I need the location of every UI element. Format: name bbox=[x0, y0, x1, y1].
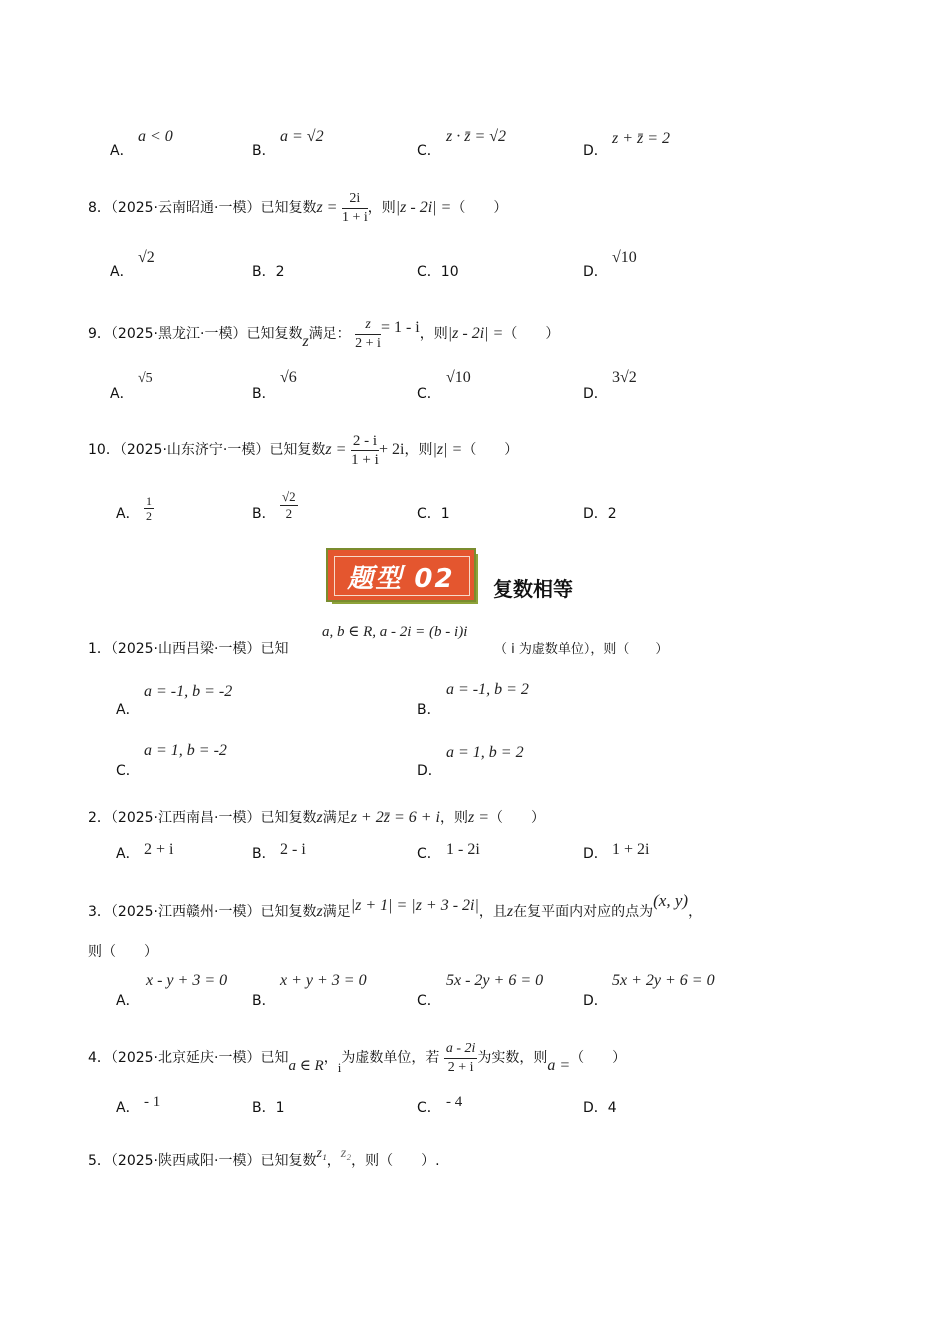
q7-option-b-math: a = √2 bbox=[280, 128, 324, 145]
s2-option-b: B． bbox=[252, 846, 276, 862]
s1-note: （ i 为虚数单位），则（ ） bbox=[494, 642, 669, 657]
s1-number-source: 1．（2025·山西吕梁·一模）已知 bbox=[88, 641, 289, 657]
q9-stem: 9．（2025·黑龙江·一模）已知复数z满足： $\frac{z}{2 + i}$ = 1 - i，则|z - 2i| =（ ） bbox=[88, 316, 560, 351]
q9-option-c-value: √10 bbox=[446, 369, 471, 386]
q7-option-d-math: z + z̄ = 2 bbox=[612, 130, 671, 147]
s4-stem: 4．（2025·北京延庆·一模）已知a ∈ R，i为虚数单位，若 $\frac{a - 2i}{2 + i}$ 为实数，则a =（ ） bbox=[88, 1040, 627, 1075]
q8-option-b: B．2 bbox=[252, 264, 285, 280]
s1-option-b-value: a = -1, b = 2 bbox=[446, 681, 529, 698]
s5-stem: 5．（2025·陕西咸阳·一模）已知复数z₁，z₂，则（ ）. bbox=[88, 1146, 440, 1169]
q7-option-d: D． bbox=[583, 143, 608, 159]
q8-option-a-value: √2 bbox=[138, 249, 155, 266]
s4-fraction: $\frac{a - 2i}{2 + i}$ bbox=[445, 1040, 476, 1075]
s1-option-d: D． bbox=[417, 763, 442, 779]
q9-option-c: C． bbox=[417, 386, 441, 402]
s1-option-c-value: a = 1, b = -2 bbox=[144, 742, 227, 759]
q10-fraction: $\frac{2 - i}{1 + i}$ bbox=[351, 432, 379, 468]
s2-option-c-value: 1 - 2i bbox=[446, 841, 480, 858]
q10-option-b: B． bbox=[252, 506, 276, 522]
q8-stem: 8．（2025·云南昭通·一模）已知复数z = $\frac{2i}{1 + i}$ ，则|z - 2i| =（ ） bbox=[88, 190, 508, 225]
s1-option-b: B． bbox=[417, 702, 441, 718]
s2-option-a-value: 2 + i bbox=[144, 841, 174, 858]
q8-fraction: $\frac{2i}{1 + i}$ bbox=[341, 190, 368, 225]
q10-option-a-fraction: $\frac{1}{2}$ bbox=[146, 494, 152, 523]
s3-option-b-value: x + y + 3 = 0 bbox=[280, 972, 367, 989]
s4-option-a-value: - 1 bbox=[144, 1094, 161, 1110]
s3-option-d-value: 5x + 2y + 6 = 0 bbox=[612, 972, 715, 989]
s3-option-c-value: 5x - 2y + 6 = 0 bbox=[446, 972, 544, 989]
q10-option-a: A． bbox=[116, 506, 140, 522]
s4-option-a: A． bbox=[116, 1100, 140, 1116]
s4-option-c: C． bbox=[417, 1100, 441, 1116]
s3-option-a: A． bbox=[116, 993, 140, 1009]
s1-option-a-value: a = -1, b = -2 bbox=[144, 683, 233, 700]
s3-stem: 3．（2025·江西赣州·一模）已知复数z满足|z + 1| = |z + 3 - 2i|，且z在复平面内对应的点为(x, y)， bbox=[88, 891, 703, 920]
q10-stem: 10．（2025·山东济宁·一模）已知复数z = $\frac{2 - i}{1 + i}$ + 2i，则|z| =（ ） bbox=[88, 432, 519, 468]
q10-option-b-fraction: $\frac{√2}{2}$ bbox=[282, 489, 296, 521]
s1-option-c: C． bbox=[116, 763, 140, 779]
s1-option-a: A． bbox=[116, 702, 140, 718]
s3-option-b: B． bbox=[252, 993, 276, 1009]
section-badge-text: 题型 02 bbox=[347, 564, 455, 594]
s4-option-c-value: - 4 bbox=[446, 1094, 463, 1110]
q7-option-c-math: z · z̄ = √2 bbox=[446, 128, 507, 145]
q7-option-a: A． bbox=[110, 143, 134, 159]
q9-option-b-value: √6 bbox=[280, 369, 297, 386]
section-badge bbox=[326, 548, 478, 604]
q9-option-b: B． bbox=[252, 386, 276, 402]
q8-option-d-value: √10 bbox=[612, 249, 637, 266]
q8-option-a: A． bbox=[110, 264, 134, 280]
s3-option-c: C． bbox=[417, 993, 441, 1009]
q9-fraction: $\frac{z}{2 + i}$ bbox=[355, 316, 381, 351]
s2-option-d-value: 1 + 2i bbox=[612, 841, 650, 858]
q9-option-a-value: √5 bbox=[138, 371, 153, 386]
s2-option-a: A． bbox=[116, 846, 140, 862]
q10-option-d: D．2 bbox=[583, 506, 617, 522]
s2-option-c: C． bbox=[417, 846, 441, 862]
q9-option-a: A． bbox=[110, 386, 134, 402]
s2-option-b-value: 2 - i bbox=[280, 841, 306, 858]
s3-line2: 则（ ） bbox=[88, 944, 158, 960]
s4-option-d: D．4 bbox=[583, 1100, 617, 1116]
s1-option-d-value: a = 1, b = 2 bbox=[446, 744, 524, 761]
q8-option-d: D． bbox=[583, 264, 608, 280]
q10-option-c: C．1 bbox=[417, 506, 450, 522]
s2-option-d: D． bbox=[583, 846, 608, 862]
s1-condition: a, b ∈ R, a - 2i = (b - i)i bbox=[322, 624, 468, 640]
s2-stem: 2．（2025·江西南昌·一模）已知复数z满足z + 2z̄ = 6 + i，则z =（ ） bbox=[88, 809, 546, 826]
s3-option-d: D． bbox=[583, 993, 608, 1009]
q9-option-d: D． bbox=[583, 386, 608, 402]
q9-option-d-value: 3√2 bbox=[612, 369, 637, 386]
q7-option-a-math: a < 0 bbox=[138, 128, 173, 145]
q7-option-c: C． bbox=[417, 143, 441, 159]
q8-option-c: C．10 bbox=[417, 264, 459, 280]
s4-option-b: B．1 bbox=[252, 1100, 285, 1116]
q7-option-b: B． bbox=[252, 143, 276, 159]
section-title: 复数相等 bbox=[493, 577, 573, 601]
s3-option-a-value: x - y + 3 = 0 bbox=[146, 972, 228, 989]
